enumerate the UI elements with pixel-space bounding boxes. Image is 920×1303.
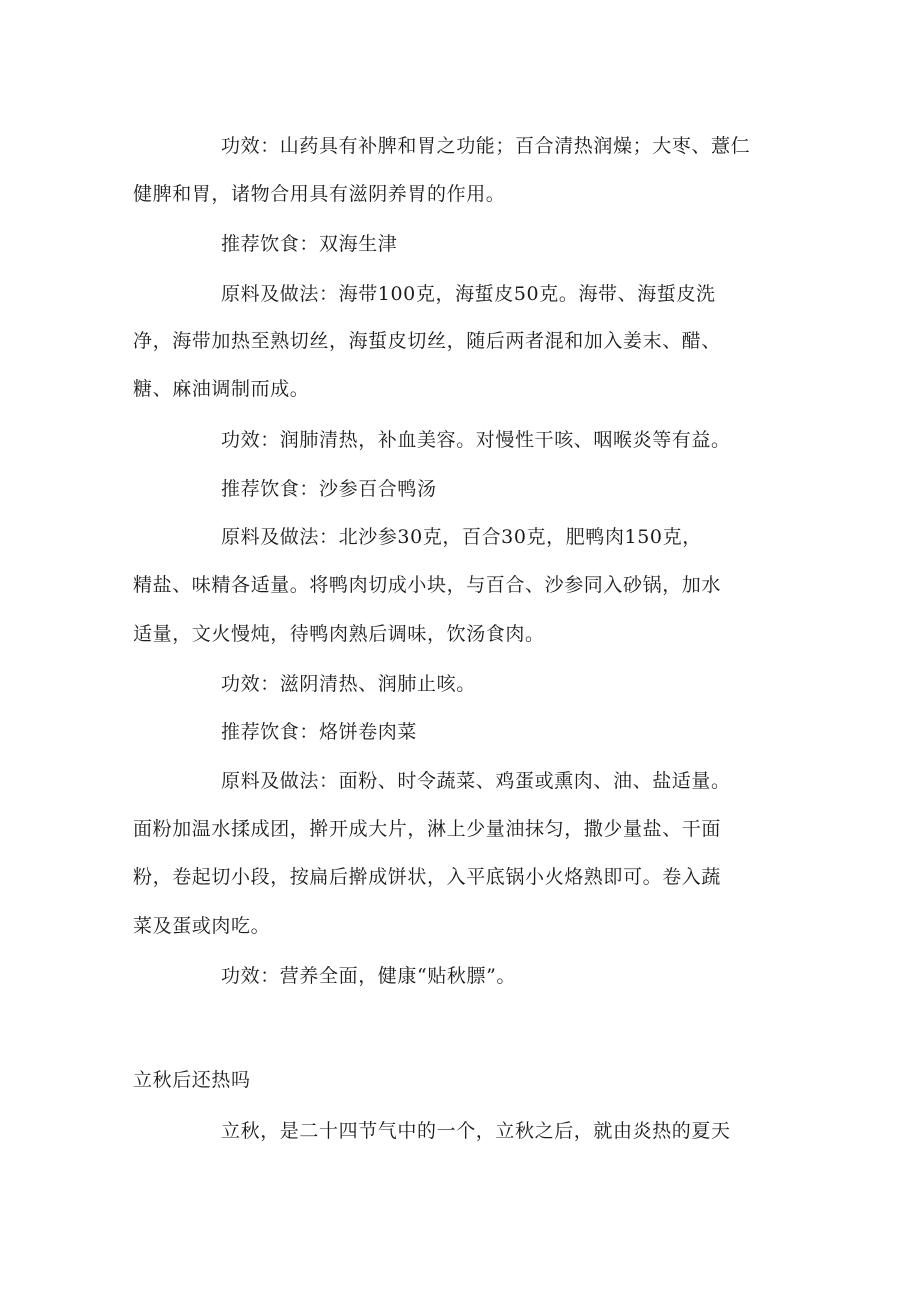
text-line: 功效：润肺清热，补血美容。对慢性干咳、咽喉炎等有益。 bbox=[221, 429, 731, 451]
text-line: 功效：营养全面，健康“贴秋膘”。 bbox=[221, 965, 517, 987]
text-line: 推荐饮食：沙参百合鸭汤 bbox=[221, 478, 437, 500]
text-line: 面粉加温水揉成团，擀开成大片，淋上少量油抹匀，撒少量盐、干面 bbox=[133, 818, 722, 840]
text-line: 推荐饮食：双海生津 bbox=[221, 233, 398, 255]
text-line: 原料及做法：面粉、时令蔬菜、鸡蛋或熏肉、油、盐适量。 bbox=[221, 770, 731, 792]
text-line: 净，海带加热至熟切丝，海蜇皮切丝，随后两者混和加入姜末、醋、 bbox=[133, 330, 722, 352]
text-line: 原料及做法：海带100克，海蜇皮50克。海带、海蜇皮洗 bbox=[221, 283, 716, 305]
text-line: 精盐、味精各适量。将鸭肉切成小块，与百合、沙参同入砂锅，加水 bbox=[133, 574, 722, 596]
text-line: 原料及做法：北沙参30克，百合30克，肥鸭肉150克， bbox=[221, 526, 702, 548]
text-line: 糖、麻油调制而成。 bbox=[133, 378, 310, 400]
text-line: 推荐饮食：烙饼卷肉菜 bbox=[221, 721, 418, 743]
section-heading: 立秋后还热吗 bbox=[133, 1069, 251, 1091]
text-line: 粉，卷起切小段，按扁后擀成饼状，入平底锅小火烙熟即可。卷入蔬 bbox=[133, 866, 722, 888]
text-line: 健脾和胃，诸物合用具有滋阴养胃的作用。 bbox=[133, 183, 506, 205]
text-line: 功效：山药具有补脾和胃之功能；百合清热润燥；大枣、薏仁 bbox=[221, 135, 751, 157]
text-line: 功效：滋阴清热、润肺止咳。 bbox=[221, 673, 476, 695]
text-line: 适量，文火慢炖，待鸭肉熟后调味，饮汤食肉。 bbox=[133, 623, 545, 645]
text-line: 菜及蛋或肉吃。 bbox=[133, 915, 271, 937]
text-line: 立秋，是二十四节气中的一个，立秋之后，就由炎热的夏天 bbox=[221, 1120, 731, 1142]
